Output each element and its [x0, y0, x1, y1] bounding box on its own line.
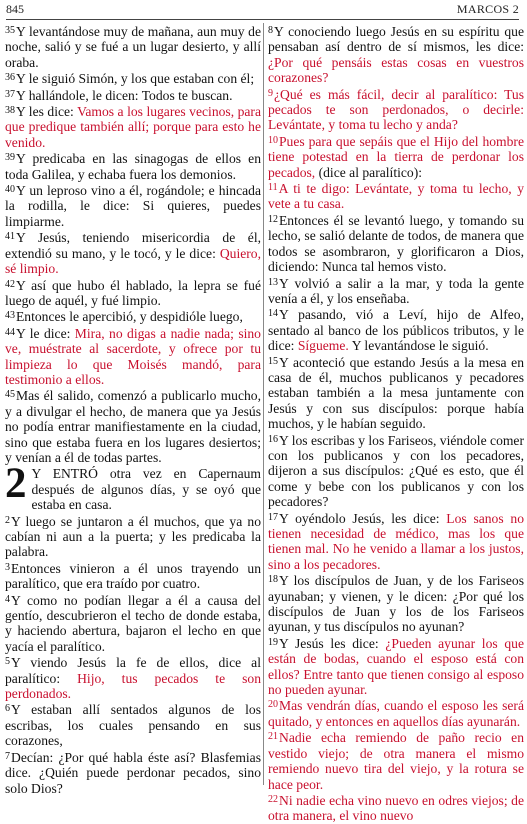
- verse: [268, 86, 524, 133]
- verse-text: Y así que hubo él hablado, la lepra se fué luego de aquél, y fué limpio.: [5, 277, 261, 308]
- verse-text: Y un leproso vino a él, rogándole; e hincada la rodilla, le dice: Si quieres, puedes limpiarme.: [5, 183, 261, 229]
- words-of-jesus-text: Mas vendrán días, cuando el esposo les será quitado, y entonces en aquellos días ayunarán.: [268, 698, 524, 729]
- verse-text: Y volvió a salir a la mar, y toda la gente venía a él, y los enseñaba.: [268, 275, 524, 306]
- verse-text: Y viendo Jesús la fe de ellos, dice al paralítico:: [5, 655, 261, 686]
- verse: [268, 729, 524, 792]
- words-of-jesus-text: ¿Por qué pensáis estas cosas en vuestros corazones?: [268, 54, 524, 86]
- verse-number: 42: [5, 278, 15, 290]
- verse-text: Entonces vinieron a él unos trayendo un paralítico, que era traído por cuatro.: [5, 560, 261, 592]
- verse-number: 6: [5, 703, 10, 715]
- header-rule: [6, 19, 519, 20]
- verse-text: Y le dice:: [16, 325, 75, 341]
- verse: [5, 560, 261, 592]
- verse-number: 35: [5, 25, 15, 36]
- verse-number: 2: [5, 514, 10, 526]
- left-column: [5, 23, 261, 796]
- verse-text: Y Jesús les dice:: [279, 635, 386, 651]
- verse-text: (dice al paralítico):: [318, 164, 423, 180]
- verse-text: Entonces él se levantó luego, y tomando su lecho, se salió delante de todos, de manera que todos se asombraron, y glorificaron a Dios, diciendo: Nunca tal hemos visto.: [268, 212, 524, 275]
- right-column: [268, 23, 524, 824]
- verse: [5, 325, 261, 388]
- page-number: 845: [6, 2, 24, 16]
- verse-number: 36: [5, 72, 15, 84]
- chapter-number: 2: [5, 460, 27, 508]
- verse-text: Y conociendo luego Jesús en su espíritu que pensaban así dentro de sí mismos, les dice:: [268, 24, 524, 55]
- verse: [5, 182, 261, 229]
- verse-number: 4: [5, 593, 10, 605]
- verse: [5, 23, 261, 70]
- verse: [268, 23, 524, 86]
- verse-text: Y levantándose muy de mañana, aun muy de noche, salió y se fué a un lugar desierto, y allí oraba.: [5, 24, 261, 70]
- verse-text: Y les dice:: [16, 104, 78, 120]
- verse-number: 38: [5, 105, 15, 117]
- words-of-jesus-text: Vamos a los lugares vecinos, para que predique también allí; porque para esto he venido.: [5, 104, 261, 150]
- verse-number: 22: [268, 793, 278, 805]
- verse-number: 19: [268, 636, 278, 648]
- words-of-jesus-text: Hijo, tus pecados te son perdonados.: [5, 670, 261, 702]
- verse: [268, 432, 524, 510]
- verse-number: 16: [268, 433, 278, 445]
- verse: [5, 701, 261, 748]
- verse: [5, 229, 261, 276]
- verse-number: 7: [5, 750, 10, 762]
- page-header: [6, 2, 519, 18]
- words-of-jesus-text: Ni nadie echa vino nuevo en odres viejos; de otra manera, el vino nuevo: [268, 792, 524, 824]
- words-of-jesus-text: Quiero, sé limpio.: [5, 245, 261, 277]
- words-of-jesus-text: A ti te digo: Levántate, y toma tu lecho, y vete a tu casa.: [268, 181, 524, 212]
- verse-number: 21: [268, 731, 278, 743]
- verse-text: Entonces le apercibió, y despidióle luego,: [16, 309, 243, 325]
- verse-number: 10: [268, 134, 278, 146]
- book-chapter-title: MARCOS 2: [456, 2, 519, 16]
- verse-number: 17: [268, 511, 278, 523]
- chapter-start-verse: [5, 460, 261, 513]
- verse: [268, 792, 524, 824]
- verse: [268, 697, 524, 729]
- verse: [268, 180, 524, 212]
- verse-text: Y oyéndolo Jesús, les dice:: [279, 510, 447, 526]
- verse-text: Y los escribas y los Fariseos, viéndole comer con los publicanos y con los pecadores, dijeron a sus discípulos: ¿Qué es esto, que él come y bebe con los publicanos y con los pecadores?: [268, 432, 524, 510]
- verse: [268, 275, 524, 307]
- verse-number: 11: [268, 182, 278, 194]
- verse-number: 43: [5, 310, 15, 322]
- verse: [5, 103, 261, 150]
- verse-text: Y ENTRÓ otra vez en Capernaum después de algunos días, y se oyó que estaba en casa.: [31, 466, 261, 513]
- verse-number: 39: [5, 152, 15, 164]
- verse: [5, 70, 261, 86]
- verse-number: 5: [5, 656, 10, 668]
- verse-text: Y levantándose le siguió.: [348, 338, 489, 354]
- verse-text: Y aconteció que estando Jesús a la mesa en casa de él, muchos publicanos y pecadores estaban también a la mesa juntamente con Jesús y con sus discípulos: porque había muchos, y le habían seguido.: [268, 354, 524, 432]
- verse: [268, 510, 524, 573]
- words-of-jesus-text: ¿Pueden ayunar los que están de bodas, cuando el esposo está con ellos? Entre tanto que tienen consigo al esposo no pueden ayunar.: [268, 635, 524, 698]
- verse: [5, 277, 261, 309]
- verse-number: 13: [268, 276, 278, 288]
- verse-text: Y luego se juntaron a él muchos, que ya no cabían ni aun a la puerta; y les predicaba la palabra.: [5, 513, 261, 560]
- verse: [5, 87, 261, 103]
- verse-number: 37: [5, 88, 15, 100]
- verse-number: 14: [268, 308, 278, 320]
- verse-text: Y pasando, vió a Leví, hijo de Alfeo, sentado al banco de los públicos tributos, y le dice:: [268, 307, 524, 354]
- words-of-jesus-text: Pues para que sepáis que el Hijo del hombre tiene potestad en la tierra de perdonar los pecados,: [268, 133, 524, 180]
- verse-number: 3: [5, 561, 10, 573]
- verse-number: 18: [268, 574, 278, 586]
- verse: [268, 212, 524, 275]
- words-of-jesus-text: Nadie echa remiendo de paño recio en vestido viejo; de otra manera el mismo remiendo nuevo tira del viejo, y la rotura se hace peor.: [268, 730, 524, 792]
- verse: [5, 513, 261, 560]
- verse-number: 41: [5, 231, 15, 243]
- words-of-jesus-text: ¿Qué es más fácil, decir al paralítico: Tus pecados te son perdonados, o decirle: Levántate, y toma tu lecho y anda?: [268, 86, 524, 133]
- verse-text: Mas él salido, comenzó a publicarlo mucho, y a divulgar el hecho, de manera que ya Jesús no podía entrar manifiestamente en la ciudad, sino que estaba fuera en los lugares desiertos; y venían a él de todas partes.: [5, 388, 261, 465]
- verse-number: 15: [268, 355, 278, 367]
- words-of-jesus-text: Mira, no digas a nadie nada; sino ve, muéstrate al sacerdote, y ofrece por tu limpieza lo que Moisés mandó, para testimonio a ellos.: [5, 325, 261, 387]
- verse-text: Y los discípulos de Juan, y de los Fariseos ayunaban; y vienen, y le dicen: ¿Por qué los discípulos de Juan y los de los Fariseos ayunan, y tus discípulos no ayunan?: [268, 573, 524, 635]
- words-of-jesus-text: Los sanos no tienen necesidad de médico, mas los que tienen mal. No he venido a llamar a los justos, sino a los pecadores.: [268, 510, 524, 572]
- verse-number: 20: [268, 699, 278, 711]
- verse: [5, 150, 261, 182]
- column-divider: [263, 23, 264, 785]
- verse-number: 45: [5, 389, 15, 401]
- verse: [268, 572, 524, 635]
- verse-text: Y predicaba en las sinagogas de ellos en toda Galilea, y echaba fuera los demonios.: [5, 151, 261, 182]
- verse-text: Y como no podían llegar a él a causa del gentío, descubrieron el techo de donde estaba, y haciendo abertura, bajaron el lecho en que yacía el paralítico.: [5, 592, 261, 654]
- verse-number: 12: [268, 213, 278, 225]
- verse: [268, 354, 524, 432]
- verse-number: 8: [268, 25, 273, 36]
- verse-number: 40: [5, 184, 15, 196]
- verse: [5, 308, 261, 324]
- verse: [5, 749, 261, 796]
- verse-number: 9: [268, 87, 273, 99]
- verse-text: Y hallándole, le dicen: Todos te buscan.: [16, 87, 233, 103]
- words-of-jesus-text: Sígueme.: [297, 338, 349, 354]
- verse: [5, 387, 261, 465]
- verse-text: Decían: ¿Por qué habla éste así? Blasfemias dice. ¿Quién puede perdonar pecados, sino solo Dios?: [5, 749, 261, 796]
- verse: [268, 635, 524, 698]
- verse: [268, 306, 524, 353]
- verse: [5, 592, 261, 655]
- verse-text: Y le siguió Simón, y los que estaban con él;: [16, 71, 255, 87]
- verse: [268, 133, 524, 180]
- verse-number: 44: [5, 326, 15, 338]
- verse-text: Y Jesús, teniendo misericordia de él, extendió su mano, y le tocó, y le dice:: [5, 230, 261, 261]
- verse: [5, 654, 261, 701]
- verse-text: Y estaban allí sentados algunos de los escribas, los cuales pensando en sus corazones,: [5, 702, 261, 749]
